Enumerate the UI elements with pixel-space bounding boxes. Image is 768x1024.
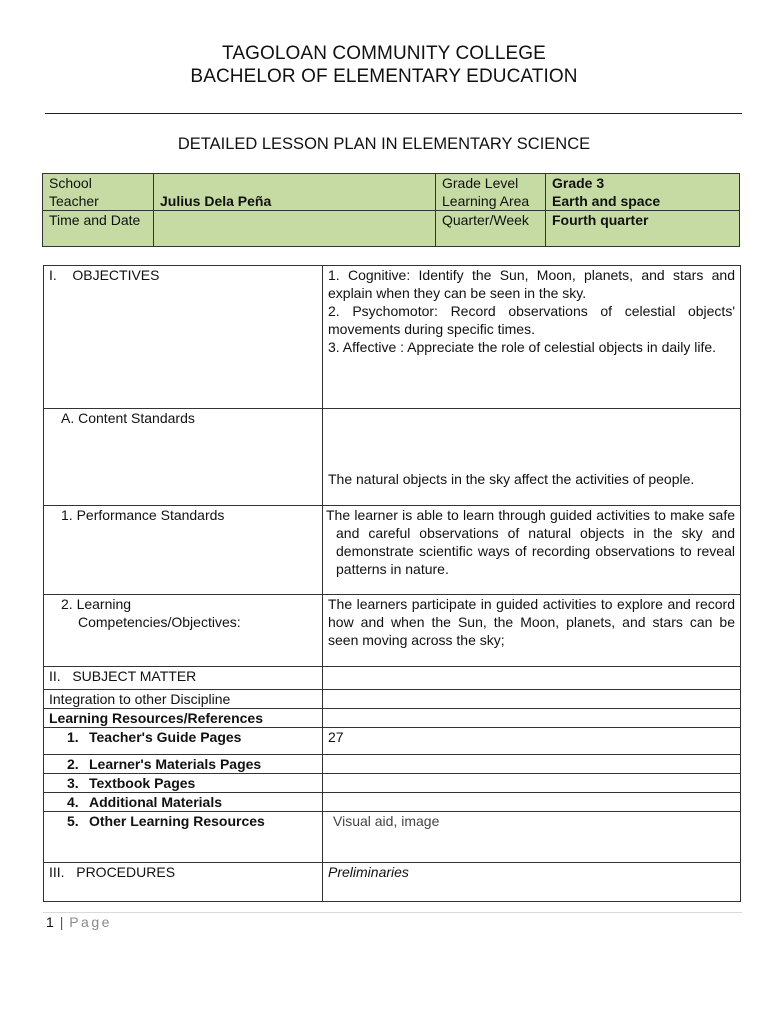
table-row [44,595,741,667]
resource-value-other: Visual aid, image [323,812,741,863]
table-row [44,863,741,902]
resources-heading-value [323,709,741,728]
grade-value: Grade 3 [552,175,605,191]
objective-psychomotor: 2. Psychomotor: Record observations of celestial objects' movements during specific times. [328,303,735,337]
objective-cognitive: 1. Cognitive: Identify the Sun, Moon, planets, and stars and explain when they can be seen in the sky. [328,267,735,301]
resource-num: 3. [67,775,79,791]
plan-title: DETAILED LESSON PLAN IN ELEMENTARY SCIENCE [177,135,591,153]
footer-divider [43,912,742,913]
table-row [44,409,741,506]
content-standards-label: A. Content Standards [44,409,323,506]
table-row [44,755,741,774]
page-word: Page [69,914,112,930]
integration-value [323,690,741,709]
grade-label: Grade Level [442,175,519,191]
resource-num: 4. [67,794,79,810]
resource-item-textbook [44,774,323,793]
resource-label: Textbook Pages [89,775,196,791]
table-row [44,506,741,595]
subject-matter-heading: SUBJECT MATTER [72,668,197,684]
time-date-value [154,211,436,247]
resource-value-additional [323,793,741,812]
procedures-heading: PROCEDURES [76,864,176,880]
subject-matter-num: II. [49,668,61,684]
table-row [44,690,741,709]
institution-name: TAGOLOAN COMMUNITY COLLEGE [222,43,546,64]
school-label: School [49,175,92,191]
resource-label: Learner's Materials Pages [89,756,262,772]
page-footer [46,914,112,930]
quarter-label: Quarter/Week [436,211,546,247]
procedures-heading-cell [44,863,323,902]
table-row [44,774,741,793]
table-row [44,266,741,409]
resource-item-other [44,812,323,863]
resource-label: Additional Materials [89,794,223,810]
performance-standards-label: 1. Performance Standards [44,506,323,595]
competencies-label [44,595,323,667]
teacher-label: Teacher [49,193,99,209]
page-number: 1 [46,914,55,930]
subject-matter-heading-cell [44,667,323,690]
resource-label: Other Learning Resources [89,813,265,829]
objectives-heading: OBJECTIVES [72,267,160,283]
table-row [44,793,741,812]
quarter-value: Fourth quarter [546,211,740,247]
program-name: BACHELOR OF ELEMENTARY EDUCATION [190,66,578,87]
resource-num: 1. [67,729,79,745]
time-date-label: Time and Date [43,211,154,247]
lesson-plan-table [43,265,741,902]
objectives-heading-cell [44,266,323,409]
resource-item-teachers-guide [44,728,323,755]
procedures-value: Preliminaries [323,863,741,902]
resource-value-textbook [323,774,741,793]
table-row [44,667,741,690]
teacher-value: Julius Dela Peña [154,174,436,211]
info-values-right [546,174,740,211]
resource-value-teachers-guide: 27 [323,728,741,755]
objectives-num: I. [49,267,57,283]
resource-num: 5. [67,813,79,829]
resources-heading: Learning Resources/References [44,709,323,728]
integration-label: Integration to other Discipline [44,690,323,709]
document-header [0,42,768,88]
procedures-num: III. [49,864,65,880]
performance-standards-value [323,506,741,595]
header-divider [45,113,742,114]
info-table [42,173,740,247]
table-row [44,709,741,728]
competencies-label-rest: Competencies/Objectives: [78,614,241,630]
info-labels-right [436,174,546,211]
competencies-value: The learners participate in guided activities to explore and record how and when the Sun, the Moon, planets, and stars can be seen moving across the sky; [323,595,741,667]
resource-label: Teacher's Guide Pages [89,729,242,745]
area-label: Learning Area [442,193,530,209]
footer-separator: | [59,914,65,930]
content-standards-value: The natural objects in the sky affect the activities of people. [323,409,741,506]
resource-item-additional [44,793,323,812]
area-value: Earth and space [552,193,661,209]
resource-num: 2. [67,756,79,772]
resource-value-learners-materials [323,755,741,774]
objective-affective: 3. Affective : Appreciate the role of celestial objects in daily life. [328,339,717,355]
competencies-label-num: 2. Learning [61,596,132,612]
info-labels-left [43,174,154,211]
table-row [44,812,741,863]
subject-matter-value [323,667,741,690]
table-row [44,728,741,755]
objectives-list [323,266,741,409]
performance-standards-text: The learner is able to learn through guided activities to make safe and careful observations of natural objects in the sky and demonstrate scientific ways of recording observations to reveal patterns in nature. [326,507,735,577]
resource-item-learners-materials [44,755,323,774]
